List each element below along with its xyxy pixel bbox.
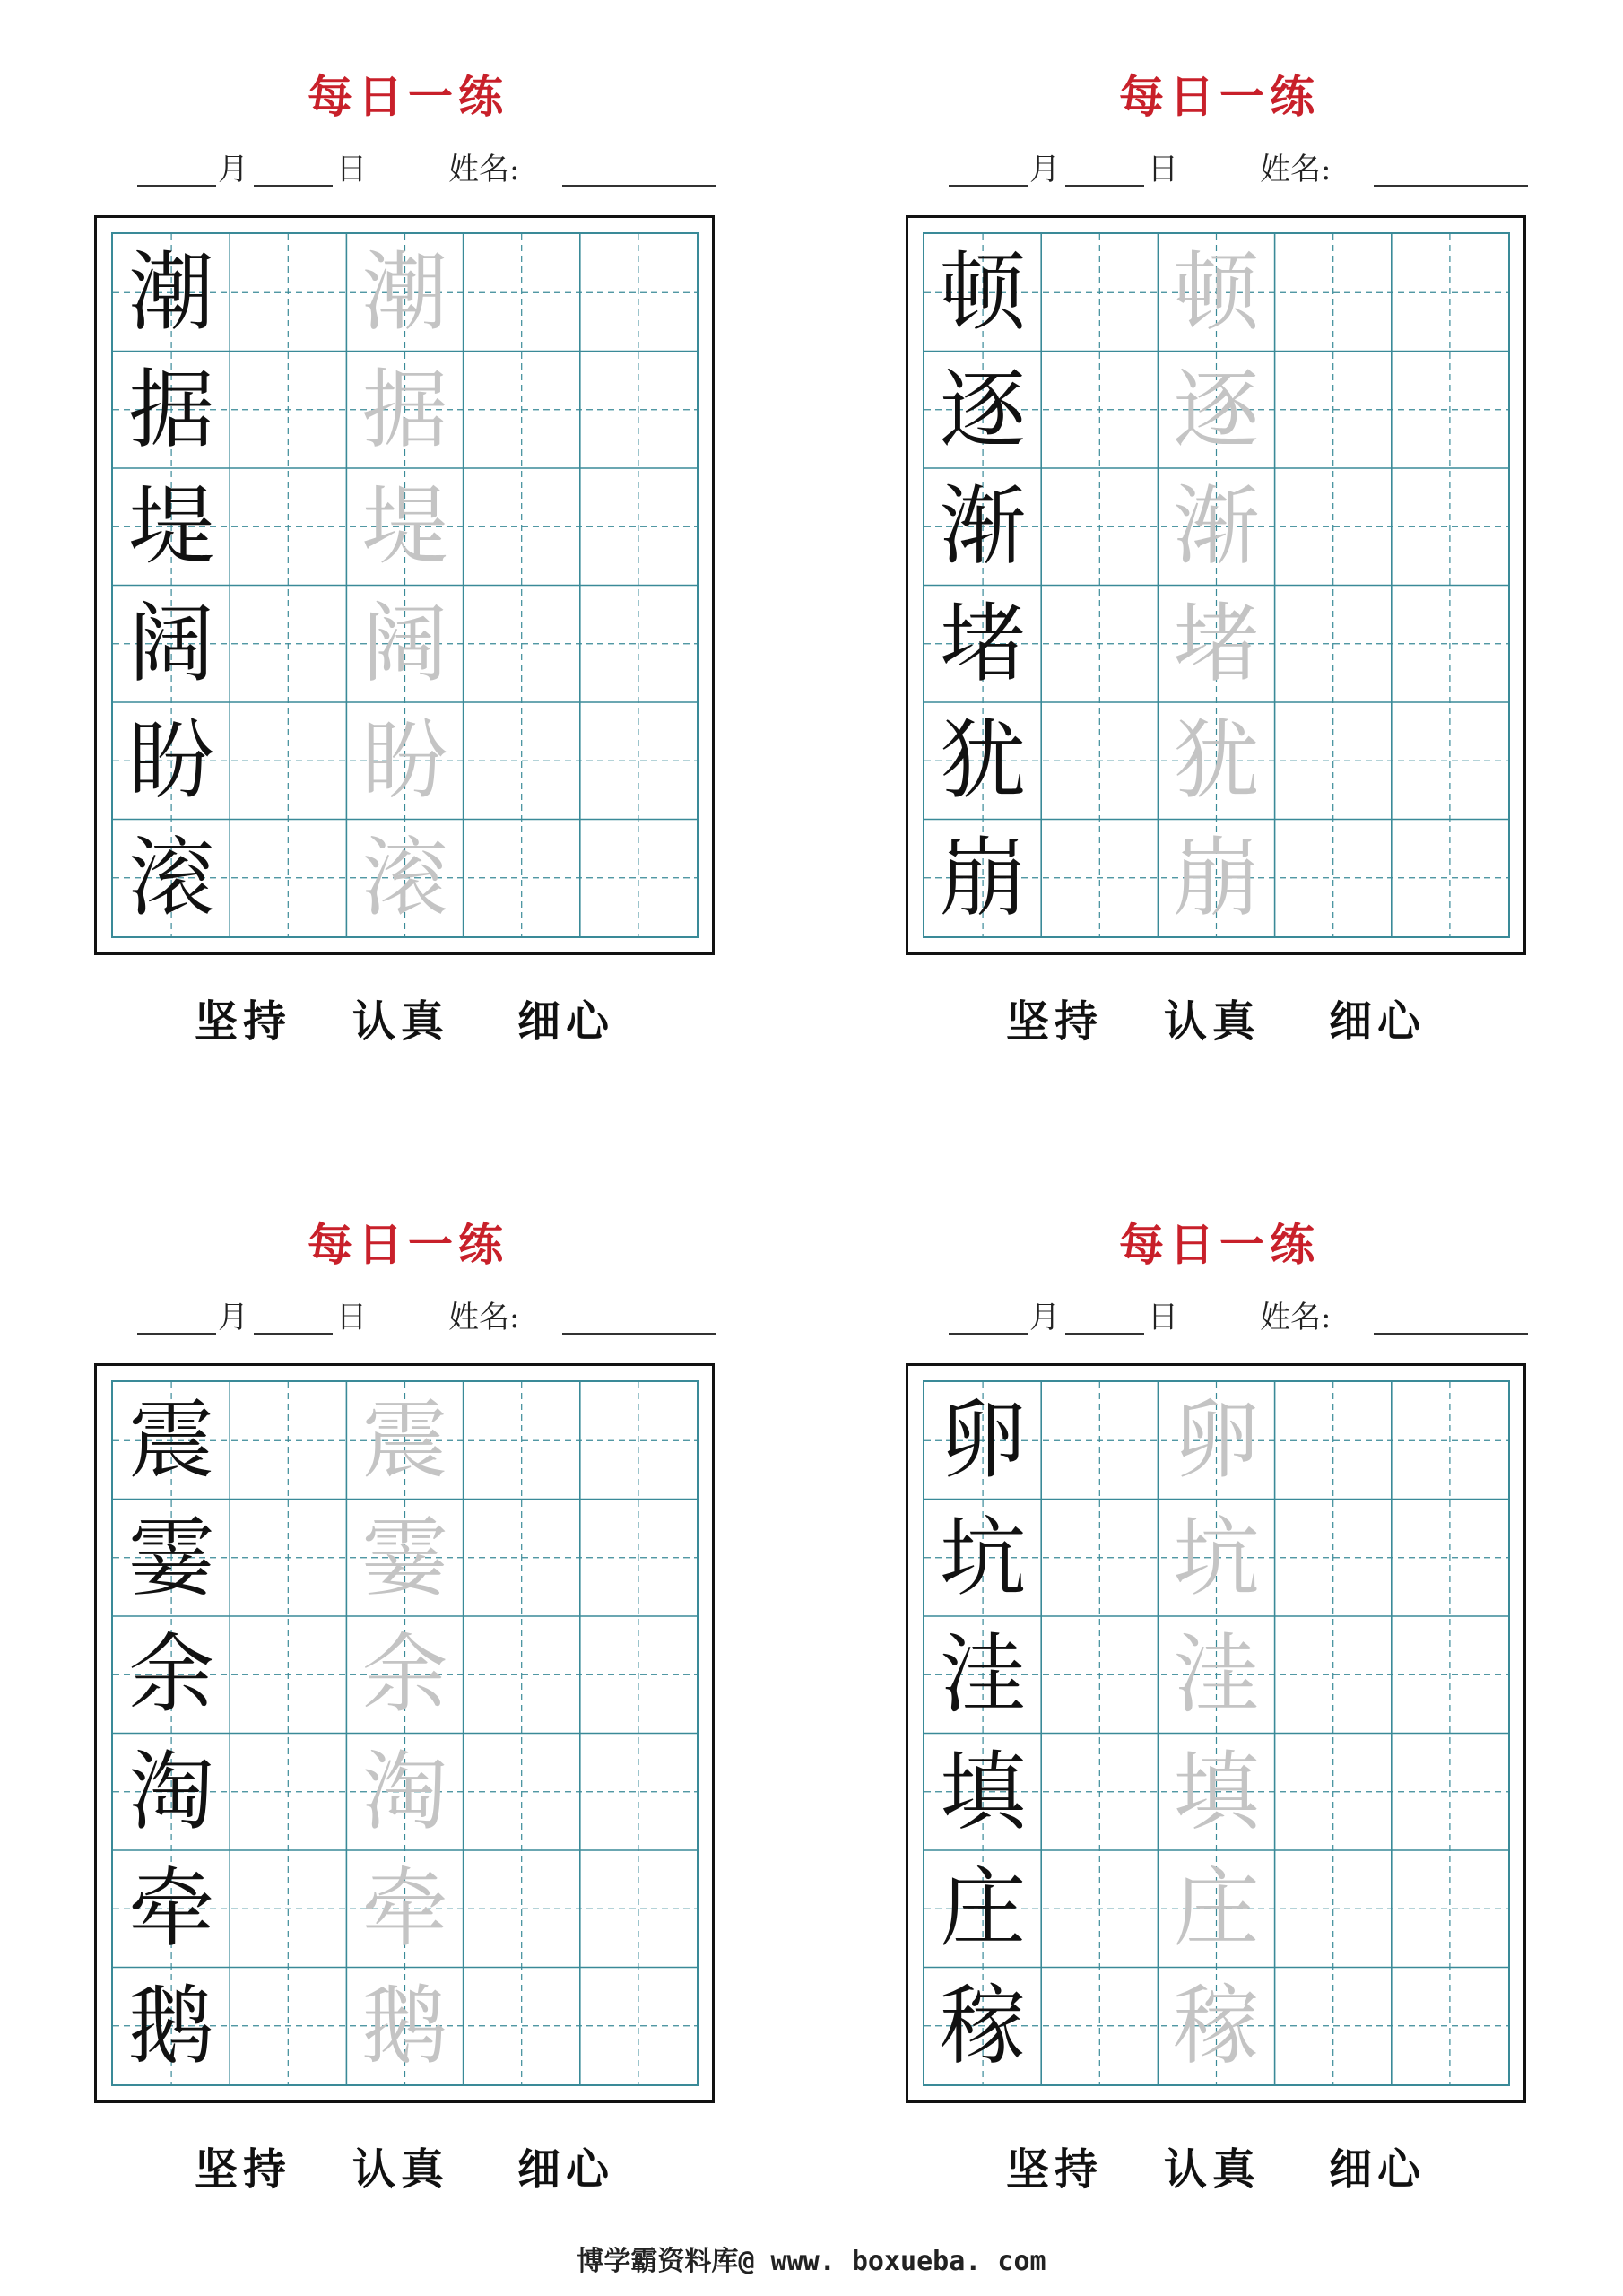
model-character: 稼 [940, 1975, 1027, 2076]
motto-item: 细心 [517, 2144, 615, 2195]
footer-watermark: 博学霸资料库@ www. boxueba. com [577, 2246, 1046, 2277]
info-line [906, 145, 1533, 190]
model-character: 顿 [940, 242, 1027, 343]
motto-item: 认真 [1164, 996, 1262, 1047]
info-line [94, 1293, 722, 1338]
motto [906, 2135, 1533, 2197]
writing-grid-frame [94, 1363, 715, 2103]
model-character: 崩 [940, 827, 1027, 928]
trace-character: 填 [1173, 1741, 1260, 1842]
trace-character: 庄 [1173, 1858, 1260, 1959]
model-character: 卵 [940, 1390, 1027, 1491]
practice-sheet [94, 1148, 722, 2195]
trace-character: 犹 [1173, 710, 1260, 811]
writing-grid[interactable] [111, 1380, 699, 2086]
month-blank[interactable] [949, 185, 1028, 187]
info-line [906, 1293, 1533, 1338]
trace-character: 崩 [1173, 827, 1260, 928]
writing-grid-frame [94, 215, 715, 955]
model-character: 盼 [128, 710, 215, 811]
practice-sheet [906, 0, 1533, 1047]
trace-character: 淘 [361, 1741, 448, 1842]
motto-item: 认真 [352, 996, 450, 1047]
trace-character: 鹅 [361, 1975, 448, 2076]
motto-item: 认真 [352, 2144, 450, 2195]
model-character: 鹅 [128, 1975, 215, 2076]
trace-character: 坑 [1173, 1507, 1260, 1608]
day-label: 日 [336, 1300, 367, 1335]
name-blank[interactable] [1374, 1333, 1528, 1335]
model-character: 潮 [128, 242, 215, 343]
model-character: 堤 [128, 476, 215, 577]
trace-character: 潮 [361, 242, 448, 343]
model-character: 逐 [940, 359, 1027, 460]
motto-item: 坚持 [195, 996, 292, 1047]
motto [94, 2135, 722, 2197]
model-character: 霎 [128, 1507, 215, 1608]
trace-character: 逐 [1173, 359, 1260, 460]
trace-character: 洼 [1173, 1624, 1260, 1725]
motto-item: 认真 [1164, 2144, 1262, 2195]
writing-grid[interactable] [923, 232, 1510, 938]
motto-item: 细心 [1329, 2144, 1427, 2195]
motto-item: 坚持 [195, 2144, 292, 2195]
practice-sheet [906, 1148, 1533, 2195]
model-character: 牵 [128, 1858, 215, 1959]
day-label: 日 [1148, 1300, 1178, 1335]
model-character: 犹 [940, 710, 1027, 811]
trace-character: 渐 [1173, 476, 1260, 577]
month-blank[interactable] [949, 1333, 1028, 1335]
model-character: 庄 [940, 1858, 1027, 1959]
model-character: 震 [128, 1390, 215, 1491]
trace-character: 余 [361, 1624, 448, 1725]
model-character: 堵 [940, 593, 1027, 694]
trace-character: 堵 [1173, 593, 1260, 694]
trace-character: 阔 [361, 593, 448, 694]
sheet-title: 每日一练 [308, 70, 508, 123]
motto [906, 987, 1533, 1049]
name-blank[interactable] [562, 1333, 716, 1335]
writing-grid[interactable] [111, 232, 699, 938]
trace-character: 堤 [361, 476, 448, 577]
trace-character: 盼 [361, 710, 448, 811]
name-label: 姓名: [448, 1300, 520, 1335]
trace-character: 牵 [361, 1858, 448, 1959]
trace-character: 滚 [361, 827, 448, 928]
name-label: 姓名: [1260, 152, 1332, 187]
model-character: 坑 [940, 1507, 1027, 1608]
writing-grid[interactable] [923, 1380, 1510, 2086]
day-blank[interactable] [1065, 1333, 1144, 1335]
sheet-title: 每日一练 [1119, 70, 1320, 123]
day-blank[interactable] [254, 185, 333, 187]
month-blank[interactable] [137, 185, 216, 187]
motto-item: 坚持 [1006, 996, 1104, 1047]
model-character: 渐 [940, 476, 1027, 577]
sheet-title: 每日一练 [1119, 1218, 1320, 1271]
name-label: 姓名: [448, 152, 520, 187]
model-character: 阔 [128, 593, 215, 694]
writing-grid-frame [906, 215, 1526, 955]
model-character: 据 [128, 359, 215, 460]
trace-character: 稼 [1173, 1975, 1260, 2076]
trace-character: 顿 [1173, 242, 1260, 343]
day-blank[interactable] [1065, 185, 1144, 187]
name-blank[interactable] [1374, 185, 1528, 187]
month-label: 月 [1029, 1300, 1060, 1335]
name-label: 姓名: [1260, 1300, 1332, 1335]
motto [94, 987, 722, 1049]
month-label: 月 [218, 1300, 248, 1335]
month-label: 月 [218, 152, 248, 187]
day-label: 日 [1148, 152, 1178, 187]
month-label: 月 [1029, 152, 1060, 187]
motto-item: 细心 [1329, 996, 1427, 1047]
trace-character: 震 [361, 1390, 448, 1491]
motto-item: 坚持 [1006, 2144, 1104, 2195]
trace-character: 据 [361, 359, 448, 460]
info-line [94, 145, 722, 190]
name-blank[interactable] [562, 185, 716, 187]
model-character: 填 [940, 1741, 1027, 1842]
model-character: 洼 [940, 1624, 1027, 1725]
model-character: 滚 [128, 827, 215, 928]
motto-item: 细心 [517, 996, 615, 1047]
writing-grid-frame [906, 1363, 1526, 2103]
model-character: 淘 [128, 1741, 215, 1842]
trace-character: 霎 [361, 1507, 448, 1608]
model-character: 余 [128, 1624, 215, 1725]
month-blank[interactable] [137, 1333, 216, 1335]
sheet-title: 每日一练 [308, 1218, 508, 1271]
day-blank[interactable] [254, 1333, 333, 1335]
practice-sheet [94, 0, 722, 1047]
trace-character: 卵 [1173, 1390, 1260, 1491]
day-label: 日 [336, 152, 367, 187]
